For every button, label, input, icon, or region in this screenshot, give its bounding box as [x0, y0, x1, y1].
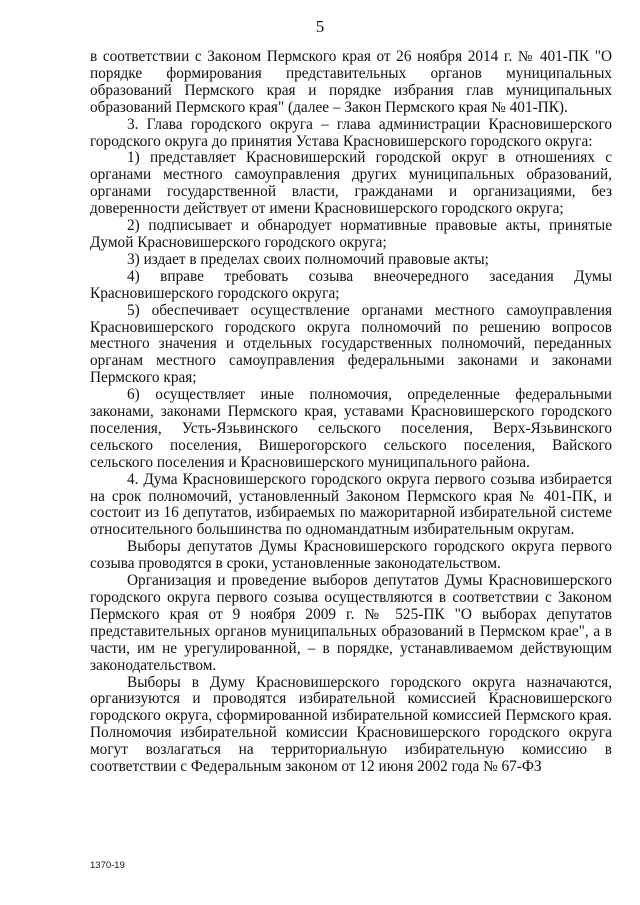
paragraph-item-3: 3) издает в пределах своих полномочий правовые акты;: [127, 250, 489, 268]
document-body: [90, 49, 612, 776]
paragraph-item-4: 4) вправе требовать созыва внеочередного заседания Думы Красновишерского городского округа;: [90, 267, 612, 302]
paragraph-item-1: 1) представляет Красновишерский городской округ в отношениях с органами местного самоуправления других муниципальных образований, органами государственной власти, гражданами и организациями, без доверенности действует от имени Красновишерского городского округа;: [90, 149, 612, 218]
page-number: 5: [315, 17, 325, 36]
paragraph-item-5: 5) обеспечивает осуществление органами местного самоуправления Красновишерского городского округа полномочий по решению вопросов местного значения и отдельных государственных полномочий, переданных органам местного самоуправления федеральными законами и законами Пермского края;: [90, 301, 612, 387]
paragraph-elections-commission: Выборы в Думу Красновишерского городского округа назначаются, организуются и проводятся избирательной комиссией Красновишерского городского округа, сформированной избирательной комиссией Пермского края. Полномочия избирательной комиссии Красновишерского городского округа могут возлагаться на территориальную избирательную комиссию в соответствии с Федеральным законом от 12 июня 2002 года № 67-ФЗ: [90, 673, 612, 776]
paragraph-item-6: 6) осуществляет иные полномочия, определенные федеральными законами, законами Пермского края, уставами Красновишерского городского поселения, Усть-Язьвинского сельского поселения, Верх-Язьвинского сельского поселения, Вишерогорского сельского поселения, Вайского сельского поселения и Красновишерского муниципального района.: [90, 386, 612, 471]
paragraph-elections-organization: Организация и проведение выборов депутатов Думы Красновишерского городского округа первого созыва осуществляются в соответствии с Законом Пермского края от 9 ноября 2009 г. № 525-ПК "О выборах депутатов представительных органов муниципальных образований в Пермском крае", а в части, им не урегулированной, – в порядке, устанавливаемом действующим законодательством.: [90, 572, 612, 674]
document-footer-code: 1370-19: [90, 860, 125, 871]
paragraph-elections-timing: Выборы депутатов Думы Красновишерского городского округа первого созыва проводятся в сроки, установленные законодательством.: [90, 538, 612, 573]
paragraph-item-2: 2) подписывает и обнародует нормативные правовые акты, принятые Думой Красновишерского городского округа;: [90, 217, 612, 251]
paragraph-section-3: 3. Глава городского округа – глава администрации Красновишерского городского округа до принятия Устава Красновишерского городского округа:: [90, 115, 612, 150]
paragraph-section-4: 4. Дума Красновишерского городского округа первого созыва избирается на срок полномочий, установленный Законом Пермского края № 401-ПК, и состоит из 16 депутатов, избираемых по мажоритарной избирательной системе относительного большинства по одномандатным избирательным округам.: [90, 470, 612, 539]
paragraph-continuation: в соответствии с Законом Пермского края от 26 ноября 2014 г. № 401-ПК "О порядке формирования представительных органов муниципальных образований Пермского края и порядке избрания глав муниципальных образований Пермского края" (далее – Закон Пермского края № 401-ПК).: [90, 48, 612, 116]
